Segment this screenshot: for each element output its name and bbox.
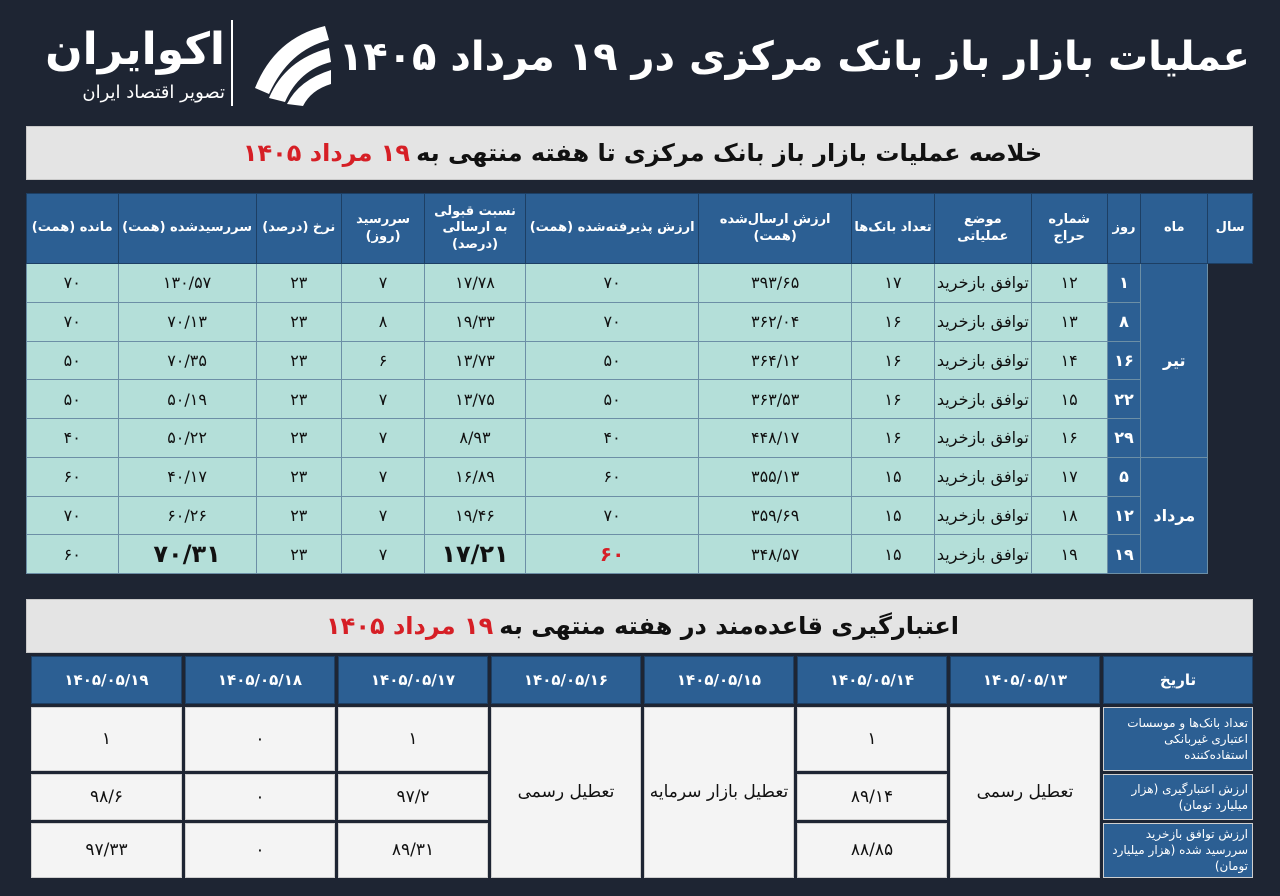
col-month: ماه xyxy=(1141,194,1208,264)
year-cell xyxy=(1208,264,1253,574)
month-cell-tir: تیر xyxy=(1141,264,1208,458)
value-cell: ۸۹/۱۴ xyxy=(797,774,947,820)
sent-cell: ۳۶۳/۵۳ xyxy=(699,380,851,419)
col-date: ۱۴۰۵/۰۵/۱۹ xyxy=(31,656,182,704)
section2-title: اعتبارگیری قاعده‌مند در هفته منتهی به xyxy=(499,612,959,640)
day-cell: ۱۶ xyxy=(1107,341,1141,380)
table-row xyxy=(27,535,1253,574)
auction-cell: ۱۸ xyxy=(1031,496,1107,535)
position-cell: توافق بازخرید xyxy=(935,457,1031,496)
col-ratio: نسبت قبولی به ارسالی (درصد) xyxy=(425,194,526,264)
col-day: روز xyxy=(1107,194,1141,264)
col-auction: شماره حراج xyxy=(1031,194,1107,264)
logo-tagline: تصویر اقتصاد ایران xyxy=(82,82,225,103)
col-year: سال xyxy=(1208,194,1253,264)
table-row xyxy=(27,341,1253,380)
banks-cell: ۱۵ xyxy=(851,496,934,535)
omo-summary-table xyxy=(26,193,1253,574)
balance-cell: ۵۰ xyxy=(27,341,119,380)
banks-cell: ۱۵ xyxy=(851,535,934,574)
logo-name: اکوایران xyxy=(45,24,225,75)
matured-cell: ۴۰/۱۷ xyxy=(118,457,256,496)
position-cell: توافق بازخرید xyxy=(935,341,1031,380)
banks-cell: ۱۶ xyxy=(851,341,934,380)
rate-cell: ۲۳ xyxy=(256,302,341,341)
auction-cell: ۱۶ xyxy=(1031,419,1107,458)
balance-cell: ۴۰ xyxy=(27,419,119,458)
table-row xyxy=(27,496,1253,535)
month-cell-mordad: مرداد xyxy=(1141,457,1208,573)
value-cell: ۱ xyxy=(797,707,947,771)
auction-cell: ۱۳ xyxy=(1031,302,1107,341)
row-label-repo-matured: ارزش توافق بازخرید سررسید شده (هزار میلیارد تومان) xyxy=(1103,823,1253,878)
banks-cell: ۱۶ xyxy=(851,419,934,458)
value-cell: ۹۸/۶ xyxy=(31,774,182,820)
col-rate: نرخ (درصد) xyxy=(256,194,341,264)
col-balance: مانده (همت) xyxy=(27,194,119,264)
auction-cell: ۱۴ xyxy=(1031,341,1107,380)
col-date: ۱۴۰۵/۰۵/۱۷ xyxy=(338,656,488,704)
header xyxy=(0,0,1280,120)
position-cell: توافق بازخرید xyxy=(935,302,1031,341)
banks-cell: ۱۵ xyxy=(851,457,934,496)
ratio-cell: ۱۹/۴۶ xyxy=(425,496,526,535)
holiday-cell: تعطیل رسمی xyxy=(491,707,641,878)
matured-cell: ۵۰/۱۹ xyxy=(118,380,256,419)
value-cell: ۸۸/۸۵ xyxy=(797,823,947,878)
balance-cell: ۷۰ xyxy=(27,302,119,341)
maturity-cell: ۷ xyxy=(341,380,424,419)
position-cell: توافق بازخرید xyxy=(935,535,1031,574)
rate-cell: ۲۳ xyxy=(256,264,341,303)
matured-cell: ۷۰/۳۵ xyxy=(118,341,256,380)
value-cell: ۰ xyxy=(185,774,335,820)
table-row xyxy=(27,380,1253,419)
accepted-cell: ۶۰ xyxy=(525,457,699,496)
ratio-cell: ۱۷/۷۸ xyxy=(425,264,526,303)
matured-cell: ۵۰/۲۲ xyxy=(118,419,256,458)
holiday-cell: تعطیل رسمی xyxy=(950,707,1100,878)
value-cell: ۹۷/۲ xyxy=(338,774,488,820)
section2-banner xyxy=(26,599,1253,653)
day-cell: ۱ xyxy=(1107,264,1141,303)
table-row xyxy=(27,264,1253,303)
sent-cell: ۳۹۳/۶۵ xyxy=(699,264,851,303)
accepted-cell: ۷۰ xyxy=(525,264,699,303)
col-banks: تعداد بانک‌ها xyxy=(851,194,934,264)
balance-cell: ۷۰ xyxy=(27,264,119,303)
col-position: موضع عملیاتی xyxy=(935,194,1031,264)
auction-cell: ۱۹ xyxy=(1031,535,1107,574)
col-date: ۱۴۰۵/۰۵/۱۸ xyxy=(185,656,335,704)
auction-cell: ۱۵ xyxy=(1031,380,1107,419)
day-cell: ۵ xyxy=(1107,457,1141,496)
maturity-cell: ۶ xyxy=(341,341,424,380)
accepted-cell-highlight: ۶۰ xyxy=(525,535,699,574)
logo xyxy=(25,18,345,110)
table-row xyxy=(31,707,1253,771)
col-accepted: ارزش پذیرفته‌شده (همت) xyxy=(525,194,699,264)
balance-cell: ۶۰ xyxy=(27,457,119,496)
sent-cell: ۳۵۵/۱۳ xyxy=(699,457,851,496)
col-sent: ارزش ارسال‌شده (همت) xyxy=(699,194,851,264)
matured-cell-highlight: ۷۰/۳۱ xyxy=(118,535,256,574)
sent-cell: ۴۴۸/۱۷ xyxy=(699,419,851,458)
col-date: ۱۴۰۵/۰۵/۱۴ xyxy=(797,656,947,704)
accepted-cell: ۴۰ xyxy=(525,419,699,458)
day-cell: ۲۹ xyxy=(1107,419,1141,458)
table-row xyxy=(27,302,1253,341)
balance-cell: ۵۰ xyxy=(27,380,119,419)
sent-cell: ۳۵۹/۶۹ xyxy=(699,496,851,535)
matured-cell: ۷۰/۱۳ xyxy=(118,302,256,341)
day-cell: ۲۲ xyxy=(1107,380,1141,419)
maturity-cell: ۷ xyxy=(341,535,424,574)
position-cell: توافق بازخرید xyxy=(935,264,1031,303)
ratio-cell: ۱۳/۷۳ xyxy=(425,341,526,380)
auction-cell: ۱۷ xyxy=(1031,457,1107,496)
ratio-cell: ۱۹/۳۳ xyxy=(425,302,526,341)
sent-cell: ۳۶۲/۰۴ xyxy=(699,302,851,341)
value-cell: ۰ xyxy=(185,707,335,771)
logo-divider xyxy=(231,20,233,106)
balance-cell: ۷۰ xyxy=(27,496,119,535)
accepted-cell: ۷۰ xyxy=(525,302,699,341)
banks-cell: ۱۶ xyxy=(851,380,934,419)
value-cell: ۹۷/۳۳ xyxy=(31,823,182,878)
value-cell: ۰ xyxy=(185,823,335,878)
rate-cell: ۲۳ xyxy=(256,535,341,574)
balance-cell: ۶۰ xyxy=(27,535,119,574)
accepted-cell: ۵۰ xyxy=(525,341,699,380)
col-date: ۱۴۰۵/۰۵/۱۶ xyxy=(491,656,641,704)
ratio-cell-highlight: ۱۷/۲۱ xyxy=(425,535,526,574)
col-date: ۱۴۰۵/۰۵/۱۳ xyxy=(950,656,1100,704)
accepted-cell: ۵۰ xyxy=(525,380,699,419)
sent-cell: ۳۶۴/۱۲ xyxy=(699,341,851,380)
rate-cell: ۲۳ xyxy=(256,380,341,419)
row-label-count: تعداد بانک‌ها و موسسات اعتباری غیربانکی استفاده‌کننده xyxy=(1103,707,1253,771)
maturity-cell: ۷ xyxy=(341,264,424,303)
value-cell: ۸۹/۳۱ xyxy=(338,823,488,878)
accepted-cell: ۷۰ xyxy=(525,496,699,535)
ratio-cell: ۱۳/۷۵ xyxy=(425,380,526,419)
position-cell: توافق بازخرید xyxy=(935,496,1031,535)
rate-cell: ۲۳ xyxy=(256,496,341,535)
table-row xyxy=(27,419,1253,458)
value-cell: ۱ xyxy=(338,707,488,771)
rate-cell: ۲۳ xyxy=(256,341,341,380)
day-cell: ۸ xyxy=(1107,302,1141,341)
row-label-credit: ارزش اعتبارگیری (هزار میلیارد تومان) xyxy=(1103,774,1253,820)
col-date: ۱۴۰۵/۰۵/۱۵ xyxy=(644,656,794,704)
banks-cell: ۱۶ xyxy=(851,302,934,341)
maturity-cell: ۷ xyxy=(341,419,424,458)
position-cell: توافق بازخرید xyxy=(935,380,1031,419)
maturity-cell: ۷ xyxy=(341,457,424,496)
section2-title-date: ۱۹ مرداد ۱۴۰۵ xyxy=(326,612,494,640)
logo-mark-icon xyxy=(245,18,337,108)
rate-cell: ۲۳ xyxy=(256,457,341,496)
section1-banner xyxy=(26,126,1253,180)
matured-cell: ۶۰/۲۶ xyxy=(118,496,256,535)
col-maturity: سررسید (روز) xyxy=(341,194,424,264)
matured-cell: ۱۳۰/۵۷ xyxy=(118,264,256,303)
col-date-label: تاریخ xyxy=(1103,656,1253,704)
ratio-cell: ۱۶/۸۹ xyxy=(425,457,526,496)
banks-cell: ۱۷ xyxy=(851,264,934,303)
rate-cell: ۲۳ xyxy=(256,419,341,458)
table-header-row xyxy=(31,656,1253,704)
table-row xyxy=(27,457,1253,496)
section1-title-date: ۱۹ مرداد ۱۴۰۵ xyxy=(242,139,411,167)
standing-facility-table xyxy=(28,653,1256,881)
section1-title: خلاصه عملیات بازار باز بانک مرکزی تا هفته منتهی به xyxy=(416,139,1043,167)
col-matured: سررسیدشده (همت) xyxy=(118,194,256,264)
page-title: عملیات بازار باز بانک مرکزی در ۱۹ مرداد ۱۴۰۵ xyxy=(338,34,1250,80)
maturity-cell: ۸ xyxy=(341,302,424,341)
holiday-cell: تعطیل بازار سرمایه xyxy=(644,707,794,878)
table-header-row xyxy=(27,194,1253,264)
day-cell: ۱۹ xyxy=(1107,535,1141,574)
position-cell: توافق بازخرید xyxy=(935,419,1031,458)
day-cell: ۱۲ xyxy=(1107,496,1141,535)
auction-cell: ۱۲ xyxy=(1031,264,1107,303)
sent-cell: ۳۴۸/۵۷ xyxy=(699,535,851,574)
value-cell: ۱ xyxy=(31,707,182,771)
maturity-cell: ۷ xyxy=(341,496,424,535)
ratio-cell: ۸/۹۳ xyxy=(425,419,526,458)
